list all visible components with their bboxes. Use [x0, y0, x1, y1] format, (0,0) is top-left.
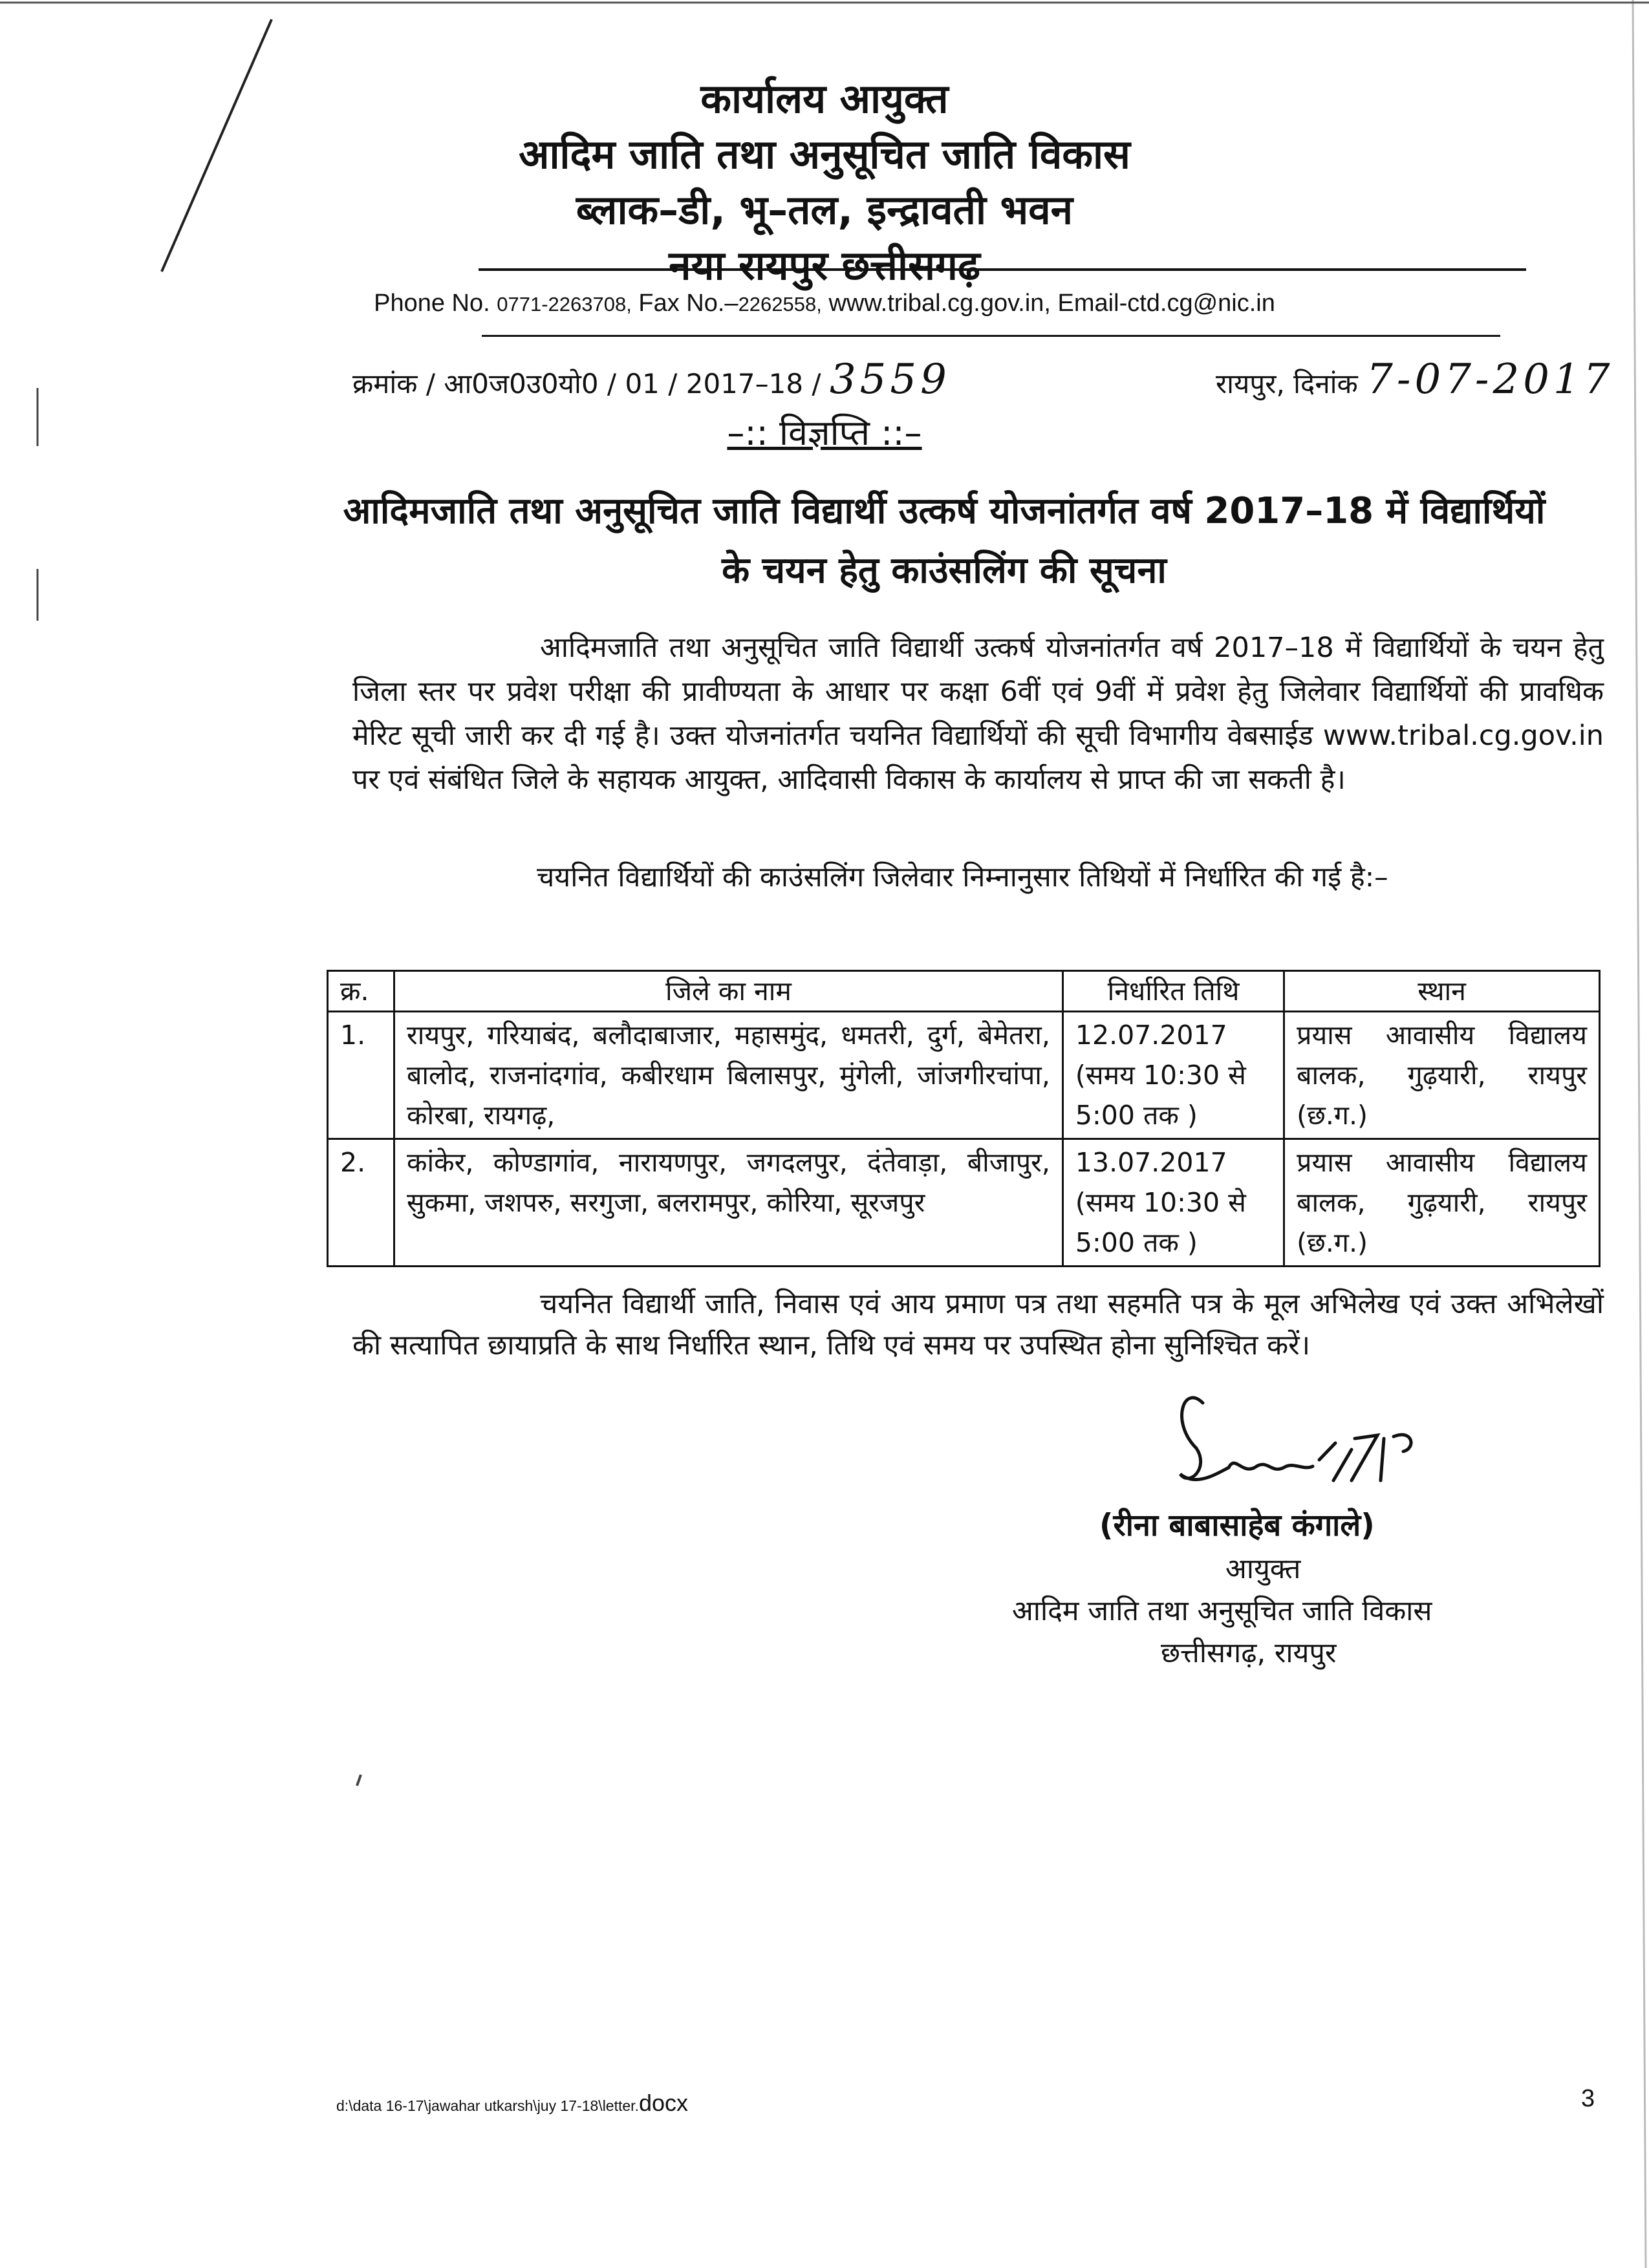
page-number: 3: [1581, 2085, 1595, 2112]
signatory-place: छत्तीसगढ़, रायपुर: [1161, 1637, 1337, 1669]
header-venue: स्थान: [1284, 971, 1600, 1012]
notice-heading: –:: विज्ञप्ति ::–: [727, 412, 922, 453]
row-serial: 2.: [328, 1139, 394, 1267]
signatory-designation: आयुक्त: [1225, 1553, 1301, 1585]
row-time: (समय 10:30 से 5:00 तक ): [1075, 1187, 1246, 1258]
phone-label: Phone No.: [374, 290, 490, 317]
header-serial: क्र.: [328, 971, 394, 1012]
header-date: निर्धारित तिथि: [1062, 971, 1284, 1012]
place-date: [1216, 356, 1613, 403]
handwritten-date: 7-07-2017: [1366, 356, 1614, 403]
header-divider: [479, 268, 1526, 271]
paragraph-documents: चयनित विद्यार्थी जाति, निवास एवं आय प्रमाण पत्र तथा सहमति पत्र के मूल अभिलेख एवं उक्त अभिलेखों की सत्यापित छायाप्रति के साथ निर्धारित स्थान, तिथि एवं समय पर उपस्थित होना सुनिश्चित करें।: [352, 1288, 1604, 1362]
office-address: ब्लाक–डी, भू–तल, इन्द्रावती भवन: [576, 186, 1073, 233]
row-date-cell: [1062, 1139, 1284, 1267]
contact-line: [0, 290, 1649, 317]
place-date-label: रायपुर, दिनांक: [1216, 368, 1358, 400]
office-header: [0, 71, 1649, 294]
row-date: 12.07.2017: [1075, 1020, 1227, 1051]
handwritten-reference-number: 3559: [829, 356, 951, 403]
counselling-schedule-table: [327, 970, 1600, 1267]
email: Email-ctd.cg@nic.in: [1057, 290, 1275, 317]
row-districts: कांकेर, कोण्डागांव, नारायणपुर, जगदलपुर, दंतेवाड़ा, बीजापुर, सुकमा, जशपरु, सरगुजा, बलरामपुर, कोरिया, सूरजपुर: [394, 1139, 1062, 1267]
row-venue: प्रयास आवासीय विद्यालय बालक, गुढ़यारी, रायपुर (छ.ग.): [1284, 1139, 1600, 1267]
row-date-cell: [1062, 1012, 1284, 1139]
office-city: नया रायपुर छत्तीसगढ़: [669, 242, 980, 289]
header-district: जिले का नाम: [394, 971, 1062, 1012]
row-serial: 1.: [328, 1012, 394, 1139]
notice-subject: आदिमजाति तथा अनुसूचित जाति विद्यार्थी उत्कर्ष योजनांतर्गत वर्ष 2017–18 में विद्यार्थियों के चयन हेतु काउंसलिंग की सूचना: [343, 490, 1546, 592]
department-name: आदिम जाति तथा अनुसूचित जाति विकास: [519, 131, 1130, 178]
website: www.tribal.cg.gov.in,: [828, 290, 1051, 317]
office-title: कार्यालय आयुक्त: [700, 75, 949, 122]
reference-prefix: क्रमांक / आ0ज0उ0यो0 / 01 / 2017–18 /: [352, 368, 821, 400]
row-time: (समय 10:30 से 5:00 तक ): [1075, 1060, 1246, 1131]
paragraph-merit-list: आदिमजाति तथा अनुसूचित जाति विद्यार्थी उत्कर्ष योजनांतर्गत वर्ष 2017–18 में विद्यार्थियों के चयन हेतु जिला स्तर पर प्रवेश परीक्षा की प्रावीण्यता के आधार पर कक्षा 6वीं एवं 9वीं में प्रवेश हेतु जिलेवार विद्यार्थियों की प्रावधिक मेरिट सूची जारी कर दी गई है। उक्त योजनांतर्गत चयनित विद्यार्थियों की सूची विभागीय वेबसाईड www.tribal.cg.gov.in पर एवं संबंधित जिले के सहायक आयुक्त, आदिवासी विकास के कार्यालय से प्राप्त की जा सकती है।: [352, 632, 1604, 796]
table-row: [328, 1139, 1600, 1267]
footer-file-path: d:\data 16-17\jawahar utkarsh\juy 17-18\letter.docx: [336, 2090, 688, 2116]
phone-number: 0771-2263708,: [497, 293, 632, 316]
signatory-name: (रीना बाबासाहेब कंगाले): [1099, 1508, 1375, 1543]
table-row: [328, 1012, 1600, 1139]
row-districts: रायपुर, गरियाबंद, बलौदाबाजार, महासमुंद, धमतरी, दुर्ग, बेमेतरा, बालोद, राजनांदगांव, कबीरधाम बिलासपुर, मुंगेली, जांजगीरचांपा, कोरबा, रायगढ़,: [394, 1012, 1062, 1139]
fax-number: 2262558,: [738, 293, 822, 316]
contact-divider: [482, 335, 1500, 337]
row-date: 13.07.2017: [1075, 1147, 1227, 1178]
row-venue: प्रयास आवासीय विद्यालय बालक, गुढ़यारी, रायपुर (छ.ग.): [1284, 1012, 1600, 1139]
fax-label: Fax No.–: [638, 290, 738, 317]
handwritten-signature: [1158, 1377, 1429, 1506]
table-header-row: [328, 971, 1600, 1012]
paragraph-counselling-dates: चयनित विद्यार्थियों की काउंसलिंग जिलेवार निम्नानुसार तिथियों में निर्धारित की गई है:–: [537, 861, 1388, 893]
reference-number: [352, 356, 951, 403]
signatory-department: आदिम जाति तथा अनुसूचित जाति विकास: [1012, 1595, 1432, 1627]
